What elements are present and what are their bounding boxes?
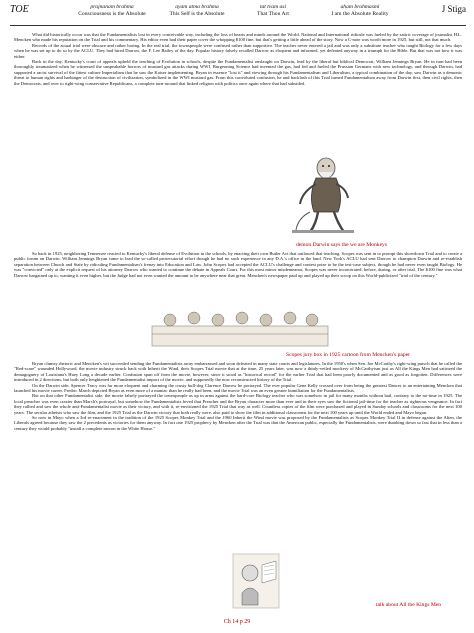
header-col-3-bottom: That Thou Art [257, 11, 289, 17]
paragraph-1: What did historically occur was that the Fundamentalists lost in every conceivable way, including the loss of hearts and minds around the World. National and International ridicule was fueled by the satiric coverage of journalist H.L. Mencken who made his reputation on the Trial and his commentary. His editor even had their paper cover the whopping $100 fine, but that's getting a little ahead of the story. Now a C-note was worth more in 1925, but still, not that much. [14, 32, 462, 43]
paragraph-4: So back in 1925, neighboring Tennessee reacted to Kentucky's liberal defense of Evolution in the schools, by enacting their own Butler Act that outlawed that teaching. Scopes was sent in to prompt this showdown Trial and to create a public forum on Darwin. William Jennings Bryan came to lead the so-called prosecutorial effort though he had no such experience in any D.A.'s office in the land. New York's ACLU had sent Darrow to champion Darwin and re-establish separation between Church and State by ridiculing Fundamentalism's frenzy into Education and Law. John Scopes had accepted the ACLU's challenge and contest prize to be the test-case subject, though he had never even taught Biology. He was "convicted" only at the explicit request of his attorney Darrow who wanted to continue the debate in Appeals Court. For this most minor misdemeanor, Scopes was never incarcerated, before, during, or after trial. The $100 fine was what Darrow bargained up to, wanting it even higher, but the Judge had not even wanted the amount to be anywhere near that great. Mencken's newspaper paid up and played up their scoop on this World-publicized "trial of the century." [14, 251, 462, 278]
paragraph-6: On the Darwin side, Spencer Tracy was far more eloquent and charming the crusty bull-dog Clarence Darrow he portrayed. The ever popular Gene Kelly crossed over from being the greatest Dancer to an entertaining Mencken that launched his movie career. Fredric March depicted Bryan as even more of a maniac than he really had been, and the movie Trial was an even greater humiliation for the Fundamentalists. [14, 382, 462, 394]
header-col-3-top: tat tvam asi [259, 4, 287, 10]
kings-men-cartoon [232, 553, 280, 609]
text-block-2 [14, 251, 462, 278]
text-block-1 [14, 32, 462, 86]
header-col-4-bottom: I am the Absolute Reality [331, 11, 389, 17]
header-toe: TOE [10, 4, 29, 15]
header-col-3 [248, 4, 298, 18]
header-rule [10, 25, 466, 26]
caption-jury [286, 352, 410, 358]
caption-monkey: demon Darwin says the we are Monkeys [296, 242, 388, 248]
darwin-monkey-illustration [288, 152, 358, 238]
page-header [10, 4, 466, 34]
paragraph-8: So now in Mayo when a 3rd re-enactment in the tradition of the 1925 Scopes Monkey Trial and the 1960 Inherit the Wind movie was proposed by the Fundamentalists as Scopes Monkey Trial II in defense against the Alien, the Liberals agreed because they saw the 2 precedents as victories for them anyway. In fact one 1925 prophecy by Mencken after the Trial was that the American public, especially the Fundamentalists, were dumbing down so fast that in less than a century they would probably "install a complete moron in the White House." [14, 415, 462, 431]
header-col-4-top: aham brahmasmi [340, 4, 380, 10]
caption-kings-men: talk about All the Kings Men [376, 602, 442, 608]
jury-box-cartoon [150, 304, 330, 348]
page-footer: Ch 14 p 29 [223, 619, 251, 625]
paragraph-5: Bryan clumsy rhetoric and Mencken's wit succeeded sending the Fundamentalists away embarrassed and soon defeated in many state courts and legislatures. In the 1950's when Sen. Joe McCarthy's right-wing putsch that he called the "Red-scare" wounded Hollywood, the movie industry struck back with Inherit the Wind, their Scopes Trial movie that at the time, 25 years later, was now a thinly-veiled mockery of McCarthyism just as All the Kings Men had satirized the demagoguery of Louisiana's Huey Long a decade earlier. Confusion spun off from the movie, however, since it stood as "historical record" for the earlier Trial that had been poorly documented and as good as forgotten. Differences were introduced in 2 directions, but both only heightened the Fundamentalist impact of the movie, and supposedly the now reconstructed history of the Trial. [14, 361, 462, 383]
header-col-2-top: ayam atma brahma [175, 4, 219, 10]
paragraph-7: But on that other Fundamentalist side, the movie falsely portrayed the townspeople as up in arms against the hard-core Biology teacher who was somehow in jail for many months without bail, contrary to the no-time in 1925. The local preacher was even crazier than March's portrayal, but somehow the Fundamentalists loved that Preacher and the Bryan character more than ever and in their eyes saw the fictional jail-time for the teacher as righteous vengeance. In fact they rallied and saw the whole anti-Fundamentalist movie as their victory, and with it, re-envisioned the 1925 Trial that way as well. Countless copies of the film were purchased and played in Sunday schools and classrooms for the next 100 years. The secular atheists who saw the film, and the 1925 Trial as the Darwin victory that both really were, also paid to show the film in additional classrooms for the next 100 years up until the World ended and Mayo began. [14, 393, 462, 415]
paragraph-2: Records of the actual trial were obscure and rather boring. In the real trial, the townspeople were confused rather than supportive. The teacher never entered a jail and was only a substitute teacher who taught Biology for a few days when he was set up to do so by the ACLU. They had hired Darrow, the F. Lee Bailey of the day. Popular history falsely recalled Darrow as eloquent and informed, yet defeated anyway in a triumph for the Bible. But that was not how it was either. [14, 42, 462, 59]
paragraph-3: Back in the day, Kentucky's court of appeals upheld the teaching of Evolution in schools, despite the Fundamentalist onslaught on Darwin, lead by the liberal but biblical Democrat, William Jennings Bryan. He in turn had been thoroughly traumatized when he witnessed the unspeakable horrors of mustard gas attacks during WWI. Burgeoning Science had invented the gas, had fed and fueled the Prussian Germans with new technology, and through Darwin, had supported a racist survival of the fittest culture Imperialism that he saw the Kaiser implementing. Bryan in essence "lost it" and viewing through his Fundamentalism and Liberalism, a typical combination of the day, saw Darwin as a demonic threat to human rights and harbinger of the destruction of civilization, symbolized in the WWI mustard gas. From this convoluted confusion, he and backlash of this Trial turned Fundamentalism away from Darwin first, then civil rights, then the Democrats, and over to right-wing conservative Republicans, a complete turn-around that linked religion with politics once again where that had subsided. [14, 59, 462, 86]
header-author: J Stiga [441, 4, 466, 14]
header-col-2 [162, 4, 232, 18]
header-col-4 [320, 4, 400, 18]
header-col-1-bottom: Consciousness is the Absolute [78, 11, 146, 17]
header-col-2-bottom: This Self is the Absolute [169, 11, 225, 17]
caption-jury-text: Scopes jury box in 1925 cartoon from Mencken's paper [286, 352, 411, 358]
header-col-1-top: prajnanam brahma [90, 4, 134, 10]
header-col-1 [74, 4, 150, 18]
text-block-3 [14, 361, 462, 431]
